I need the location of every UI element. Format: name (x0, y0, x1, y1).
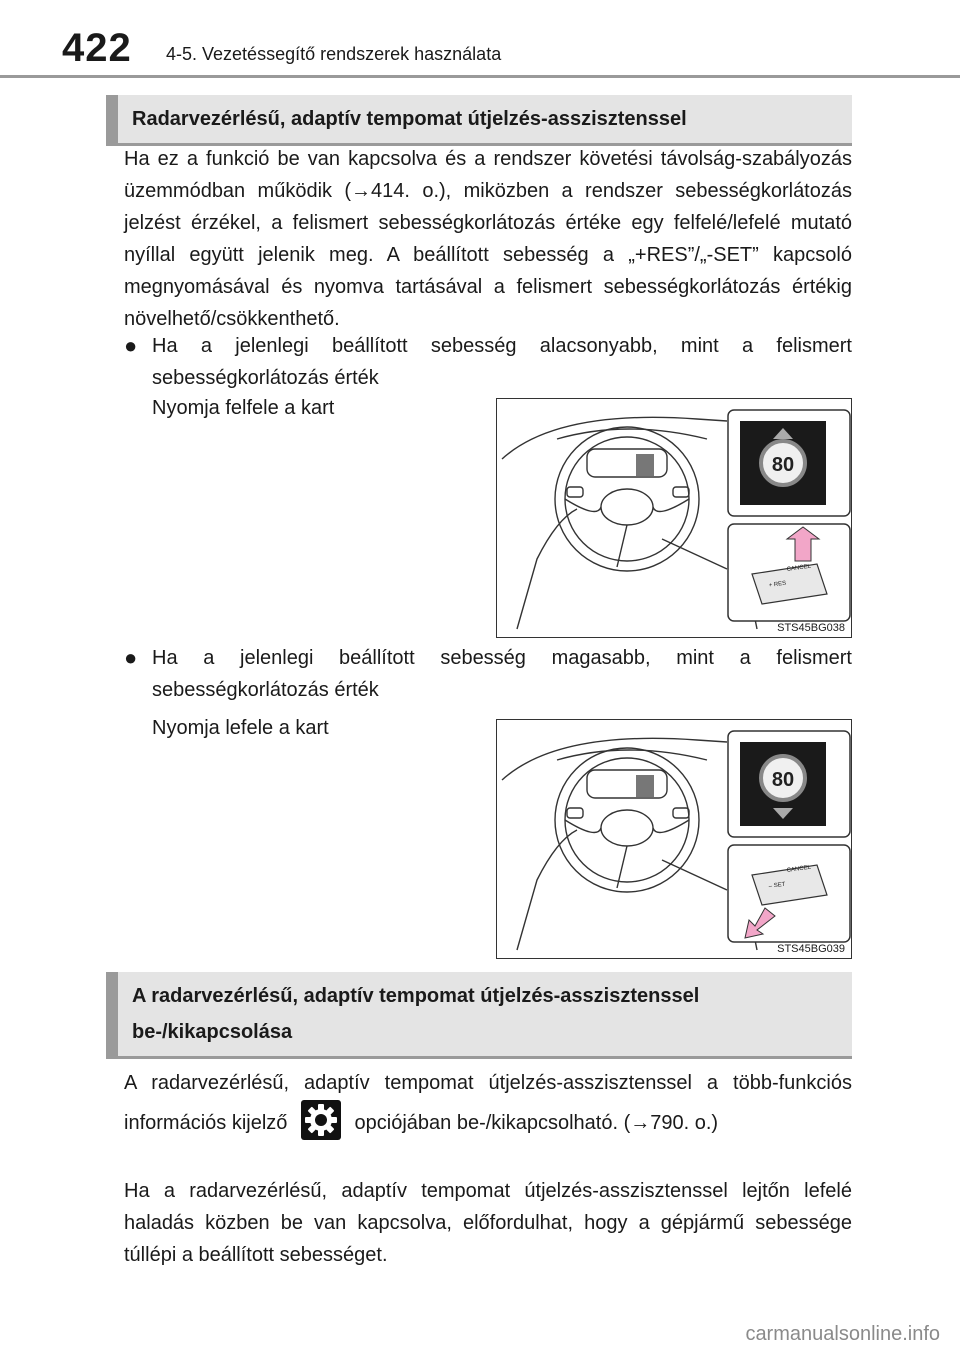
bullet-text-2: Ha a jelenlegi beállított sebesség magasabb, mint a felismert sebességkorlátozás érték (152, 647, 852, 701)
chapter-title: 4-5. Vezetéssegítő rendszerek használata (166, 44, 502, 64)
figure-lever-up (496, 398, 852, 638)
steering-wheel-illustration-down (497, 720, 852, 959)
bullet-item-2 (124, 642, 852, 706)
on-off-paragraph (124, 1063, 852, 1144)
figure-code-1: STS45BG038 (777, 622, 845, 634)
section-heading-2: A radarvezérlésű, adaptív tempomat útjelzés-asszisztenssel be-/kikapcsolása (106, 972, 852, 1059)
gear-icon (301, 1100, 341, 1140)
bullet-item-1 (124, 330, 852, 394)
action-text-2: Nyomja lefele a kart (152, 717, 329, 739)
downhill-paragraph: Ha a radarvezérlésű, adaptív tempomat útjelzés-asszisztenssel lejtőn lefelé haladás közben be van kapcsolva, előfordulhat, hogy a gépjármű sebessége túllépi a beállított sebességet. (124, 1180, 852, 1266)
watermark: carmanualsonline.info (745, 1323, 940, 1345)
bullet-dot-icon: ● (124, 333, 138, 358)
lever-set-label: – SET (768, 881, 786, 890)
on-off-text-before: A radarvezérlésű, adaptív tempomat útjelzés-asszisztenssel a több-funkciós információs kijelző (124, 1072, 852, 1134)
intro-paragraph: Ha ez a funkció be van kapcsolva és a rendszer követési távolság-szabályozás üzemmódban működik (→414. o.), miközben a rendszer sebességkorlátozás jelzést érzékel, a felismert sebességkorlátozás értéke egy felfelé/lefelé mutató nyíllal együtt jelenik meg. A beállított sebesség a „+RES”/„-SET” kapcsoló megnyomásával és nyomva tartásával a felismert sebességkorlátozás értékig növelhető/csökkenthető. (124, 148, 852, 330)
action-text-1: Nyomja felfele a kart (152, 397, 335, 419)
lever-cancel-label: CANCEL (786, 563, 812, 573)
steering-wheel-illustration-up (497, 399, 852, 638)
bullet-text-1: Ha a jelenlegi beállított sebesség alacsonyabb, mint a felismert sebességkorlátozás érték (152, 335, 852, 389)
lever-res-label: + RES (768, 580, 787, 589)
bullet-dot-icon: ● (124, 645, 138, 670)
figure-code-2: STS45BG039 (777, 943, 845, 955)
page-number: 422 (62, 26, 132, 70)
figure-lever-down (496, 719, 852, 959)
header-rule (0, 75, 960, 78)
on-off-text-after: opciójában be-/kikapcsolható. (→790. o.) (354, 1112, 719, 1134)
section-heading-1: Radarvezérlésű, adaptív tempomat útjelzés-asszisztenssel (106, 95, 852, 146)
lever-cancel-label: CANCEL (786, 864, 812, 874)
speed-sign-value: 80 (771, 454, 795, 476)
speed-sign-value: 80 (771, 769, 795, 791)
